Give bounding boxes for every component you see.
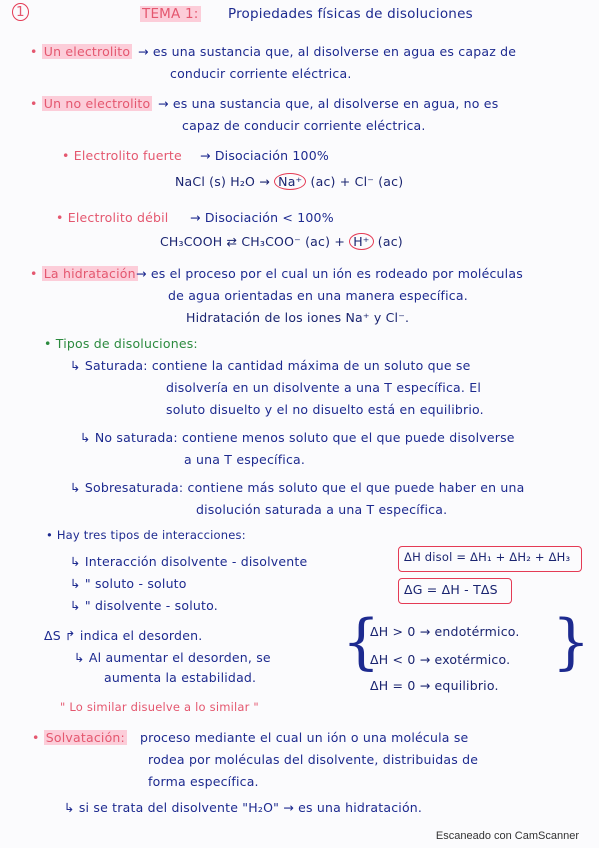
h-ion-circled: H⁺ — [349, 233, 373, 250]
solvatacion-term-text: Solvatación: — [45, 730, 125, 745]
ds-line-2: ↳ Al aumentar el desorden, se — [74, 650, 271, 665]
bullet: • — [30, 266, 42, 281]
fuerte-term — [62, 148, 182, 163]
bullet: • — [30, 96, 42, 111]
no-saturada-1: ↳ No saturada: contiene menos soluto que el que puede disolverse — [80, 430, 515, 445]
debil-eq-right: (ac) — [377, 234, 403, 249]
page-number-text: 1 — [12, 3, 29, 21]
bullet: • — [32, 730, 44, 745]
fuerte-equation — [175, 174, 403, 189]
bullet: • — [30, 44, 42, 59]
saturada-1: ↳ Saturada: contiene la cantidad máxima de un soluto que se — [70, 358, 471, 373]
interaccion-2: ↳ " soluto - soluto — [70, 576, 187, 591]
dh-formula: ΔH disol = ΔH₁ + ΔH₂ + ΔH₃ — [404, 550, 571, 564]
no-electrolito-def-1: → es una sustancia que, al disolverse en agua, no es — [158, 96, 499, 111]
page-title: Propiedades físicas de disoluciones — [228, 6, 473, 22]
fuerte-eq-left: NaCl (s) — [175, 174, 227, 189]
solvatacion-term — [32, 730, 127, 745]
hidratacion-term — [30, 266, 138, 281]
no-electrolito-term-text: Un no electrolito — [43, 96, 151, 111]
interaccion-3: ↳ " disolvente - soluto. — [70, 598, 218, 613]
ds-line-3: aumenta la estabilidad. — [104, 670, 257, 685]
electrolito-term-text: Un electrolito — [43, 44, 131, 59]
no-electrolito-def-2: capaz de conducir corriente eléctrica. — [182, 118, 426, 133]
dh-negative: ΔH < 0 → exotérmico. — [370, 652, 511, 667]
fuerte-term-text: Electrolito fuerte — [73, 148, 182, 163]
hidratacion-def-1: → es el proceso por el cual un ión es rodeado por moléculas — [136, 266, 523, 281]
sobresaturada-1: ↳ Sobresaturada: contiene más soluto que el que puede haber en una — [70, 480, 525, 495]
ds-line-1: ΔS ↱ indica el desorden. — [44, 628, 203, 643]
dh-positive: ΔH > 0 → endotérmico. — [370, 624, 520, 639]
fuerte-def: → Disociación 100% — [200, 148, 329, 163]
no-electrolito-term — [30, 96, 152, 111]
debil-term — [56, 210, 168, 225]
page-number — [12, 4, 29, 20]
dh-zero: ΔH = 0 → equilibrio. — [370, 678, 499, 693]
na-ion-circled: Na⁺ — [274, 173, 306, 190]
bullet: • — [62, 148, 74, 163]
agua-line: ↳ si se trata del disolvente "H₂O" → es una hidratación. — [64, 800, 423, 815]
hidratacion-def-2: de agua orientadas en una manera específica. — [168, 288, 468, 303]
dg-formula: ΔG = ΔH - TΔS — [404, 582, 498, 597]
debil-def: → Disociación < 100% — [190, 210, 334, 225]
similar-quote: " Lo similar disuelve a lo similar " — [60, 700, 259, 714]
header-tema — [140, 6, 201, 22]
fuerte-eq-right: (ac) + Cl⁻ (ac) — [310, 174, 404, 189]
saturada-3: soluto disuelto y el no disuelto está en equilibrio. — [166, 402, 484, 417]
hidratacion-def-3: Hidratación de los iones Na⁺ y Cl⁻. — [186, 310, 410, 325]
sobresaturada-2: disolución saturada a una T específica. — [196, 502, 448, 517]
brace-left: { — [342, 607, 381, 677]
solvatacion-def-3: forma específica. — [148, 774, 259, 789]
debil-eq-left: CH₃COOH ⇄ CH₃COO⁻ (ac) + — [160, 234, 346, 249]
no-saturada-2: a una T específica. — [184, 452, 306, 467]
debil-equation — [160, 234, 403, 249]
electrolito-def-2: conducir corriente eléctrica. — [170, 66, 352, 81]
electrolito-def-1: → es una sustancia que, al disolverse en agua es capaz de — [138, 44, 517, 59]
interacciones-title: • Hay tres tipos de interacciones: — [46, 528, 246, 542]
interaccion-1: ↳ Interacción disolvente - disolvente — [70, 554, 308, 569]
brace-right: } — [552, 607, 591, 677]
debil-term-text: Electrolito débil — [67, 210, 169, 225]
saturada-2: disolvería en un disolvente a una T específica. El — [166, 380, 482, 395]
fuerte-eq-arrow: H₂O → — [230, 174, 270, 189]
tipos-title: • Tipos de disoluciones: — [44, 336, 198, 351]
scanner-watermark: Escaneado con CamScanner — [435, 830, 579, 842]
electrolito-term — [30, 44, 132, 59]
hidratacion-term-text: La hidratación — [43, 266, 136, 281]
solvatacion-def-1: proceso mediante el cual un ión o una molécula se — [140, 730, 469, 745]
tema-label: TEMA 1: — [142, 6, 199, 22]
bullet: • — [56, 210, 68, 225]
solvatacion-def-2: rodea por moléculas del disolvente, distribuidas de — [148, 752, 479, 767]
